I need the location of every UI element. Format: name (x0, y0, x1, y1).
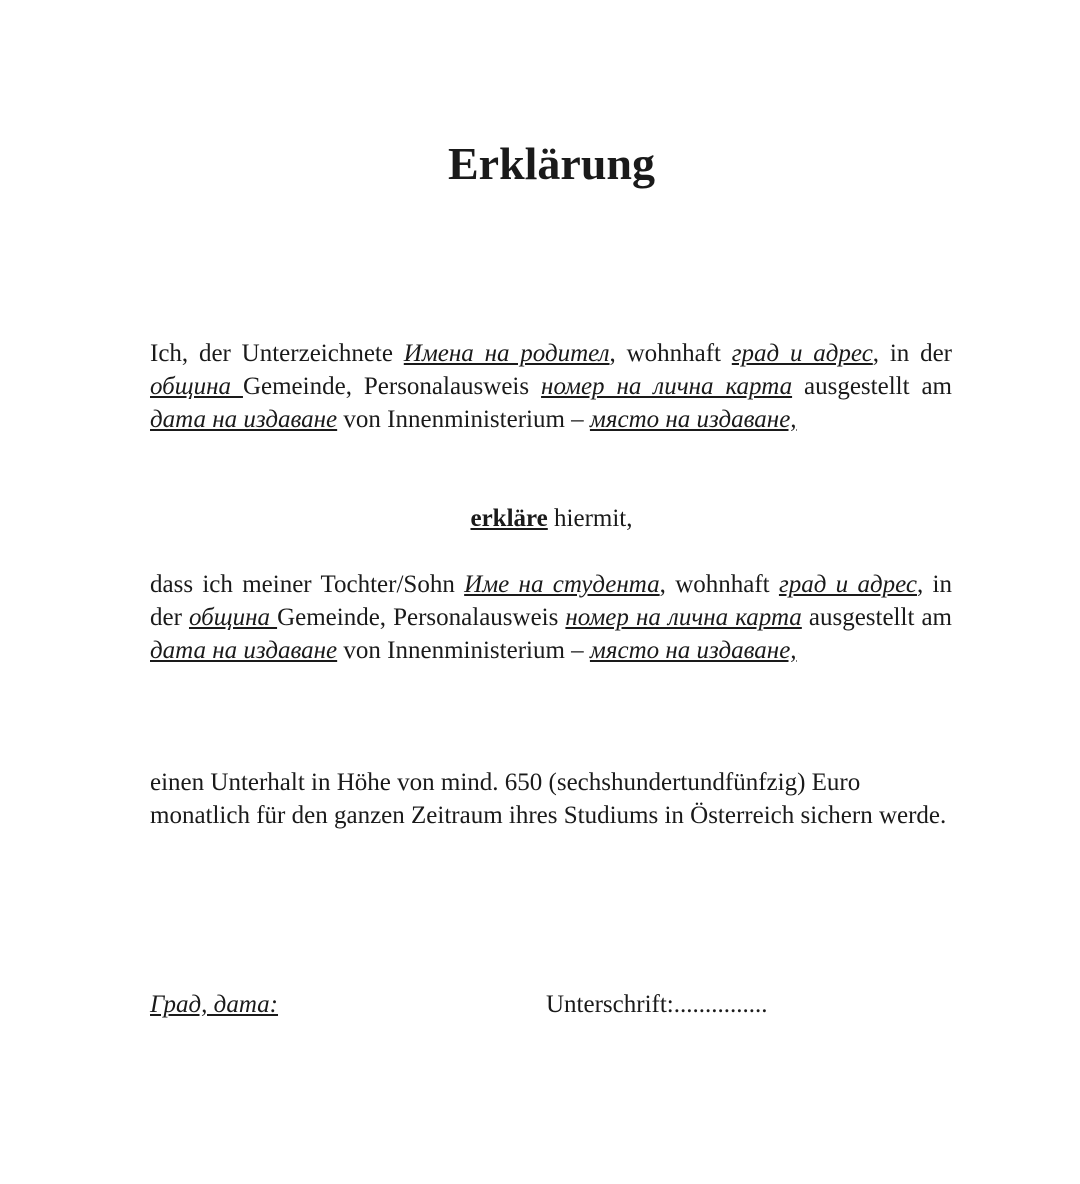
parent-paragraph (150, 337, 952, 436)
student-id-number-field: номер на лична карта (565, 604, 802, 631)
text-segment: , in der (150, 571, 952, 631)
student-issue-place-field: място на издаване, (589, 637, 797, 664)
text-segment: ausgestellt am (801, 604, 952, 631)
parent-issue-place-field: място на издаване, (589, 406, 797, 433)
text-segment: , wohnhaft (609, 340, 732, 367)
student-issue-date-field: дата на издаване (150, 637, 338, 664)
parent-municipality-field: община (150, 373, 243, 400)
document-title: Erklärung (447, 138, 656, 189)
student-paragraph (150, 568, 952, 667)
text-segment: , wohnhaft (659, 571, 779, 598)
text-segment: , in der (872, 340, 953, 367)
text-segment: Gemeinde, Personalausweis (242, 373, 542, 400)
text-segment: ausgestellt am (792, 373, 953, 400)
student-address-field: град и адрес (778, 571, 917, 598)
text-segment: Ich, der Unterzeichnete (150, 340, 404, 367)
text-segment: dass ich meiner Tochter/Sohn (150, 571, 465, 598)
parent-address-field: град и адрес (731, 340, 873, 367)
place-date-field: Град, дата: (150, 991, 279, 1018)
student-name-field: Име на студента (464, 571, 660, 598)
text-segment: Gemeinde, Personalausweis (277, 604, 566, 631)
declaration-verb: erkläre (470, 505, 548, 532)
text-segment: von Innenministerium – (337, 637, 590, 664)
student-municipality-field: община (188, 604, 278, 631)
declaration-rest: hiermit, (547, 505, 633, 532)
text-segment: von Innenministerium – (337, 406, 590, 433)
parent-issue-date-field: дата на издаване (150, 406, 338, 433)
maintenance-paragraph: einen Unterhalt in Höhe von mind. 650 (sechshundertundfünfzig) Euro monatlich für den ganzen Zeitraum ihres Studiums in Österreich sichern werde. (150, 769, 947, 829)
declaration-line (0, 502, 1080, 535)
parent-id-number-field: номер на лична карта (541, 373, 793, 400)
signature-line: Unterschrift:............... (546, 991, 768, 1018)
parent-name-field: Имена на родител (403, 340, 610, 367)
